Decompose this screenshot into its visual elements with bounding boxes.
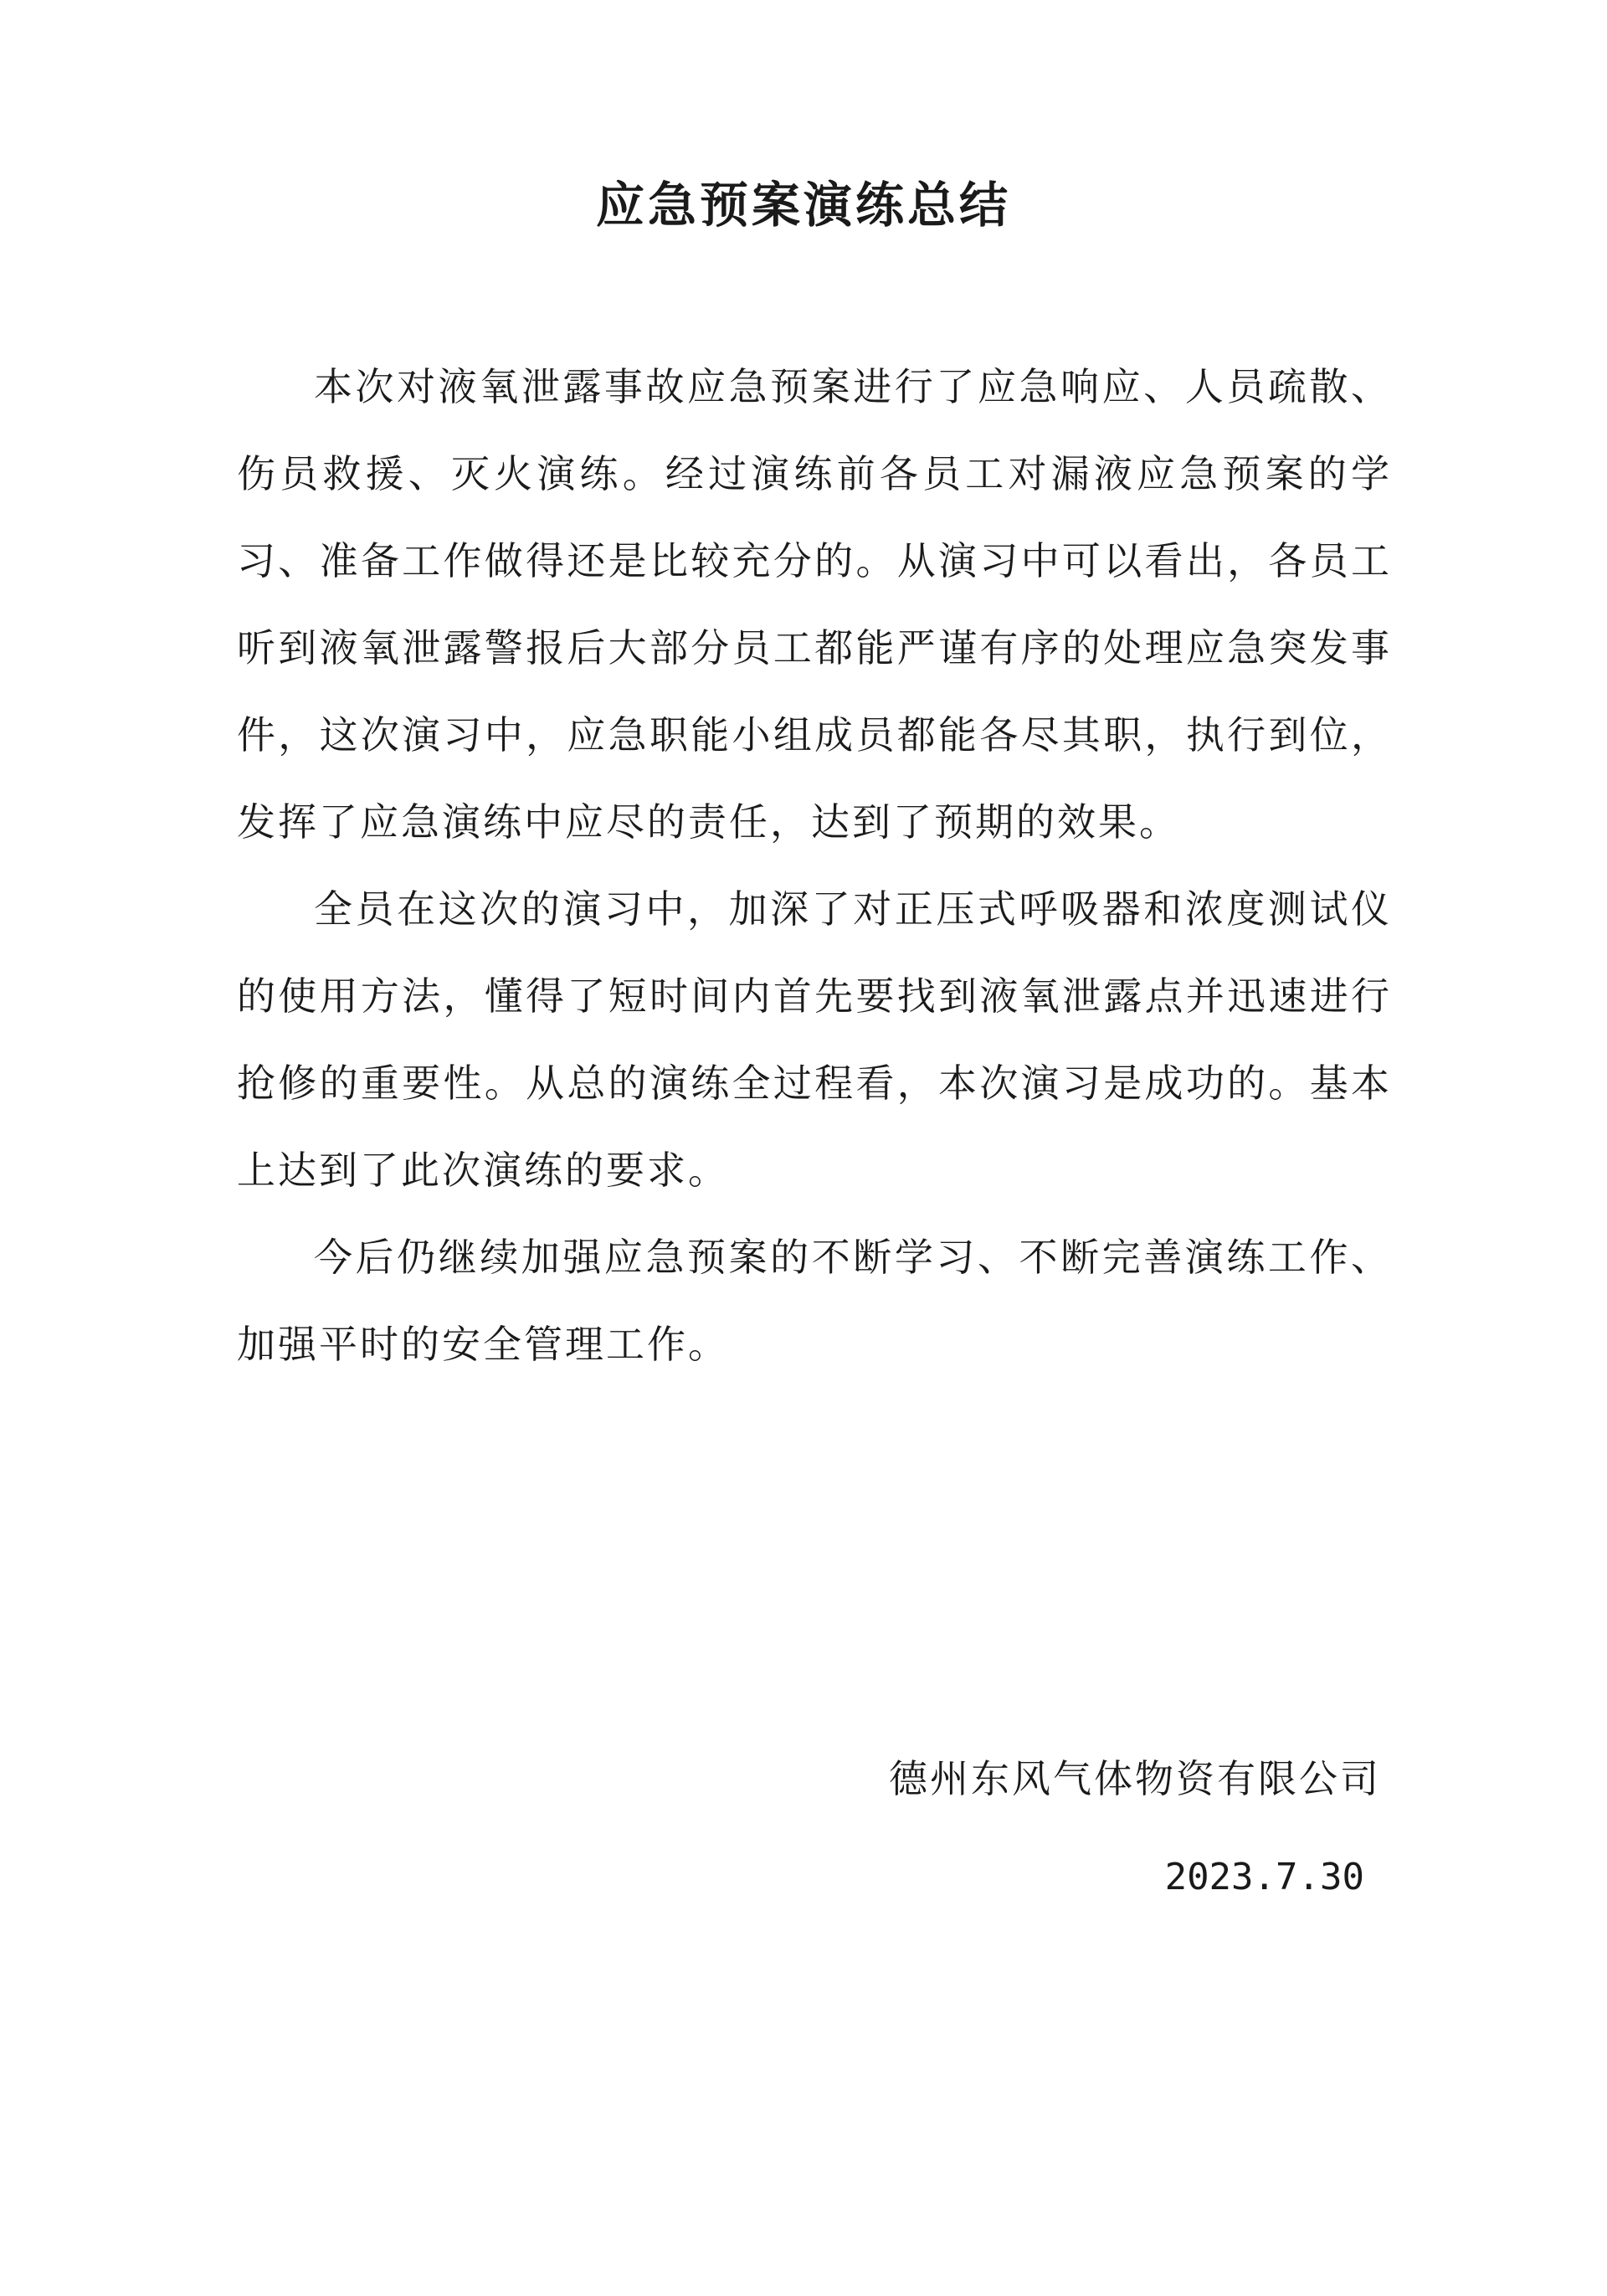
paragraph-3: 今后仍继续加强应急预案的不断学习、不断完善演练工作、加强平时的安全管理工作。 bbox=[237, 1235, 1392, 1367]
document-body bbox=[237, 343, 1392, 1388]
paragraph-1: 本次对液氧泄露事故应急预案进行了应急响应、人员疏散、伤员救援、灭火演练。经过演练前各员工对漏液应急预案的学习、准备工作做得还是比较充分的。从演习中可以看出，各员工听到液氧泄露警报后大部分员工都能严谨有序的处理应急突发事件，这次演习中，应急职能小组成员都能各尽其职，执行到位，发挥了应急演练中应尽的责任，达到了预期的效果。 bbox=[237, 364, 1392, 845]
document-title: 应急预案演练总结 bbox=[595, 177, 1011, 234]
document-date: 2023.7.30 bbox=[1164, 1856, 1364, 1898]
paragraph-2: 全员在这次的演习中，加深了对正压式呼吸器和浓度测试仪的使用方法，懂得了短时间内首先要找到液氧泄露点并迅速进行抢修的重要性。从总的演练全过程看，本次演习是成功的。基本上达到了此次演练的要求。 bbox=[237, 886, 1392, 1193]
company-name: 德州东风气体物资有限公司 bbox=[889, 1756, 1381, 1801]
signature-block bbox=[889, 1745, 1381, 1911]
